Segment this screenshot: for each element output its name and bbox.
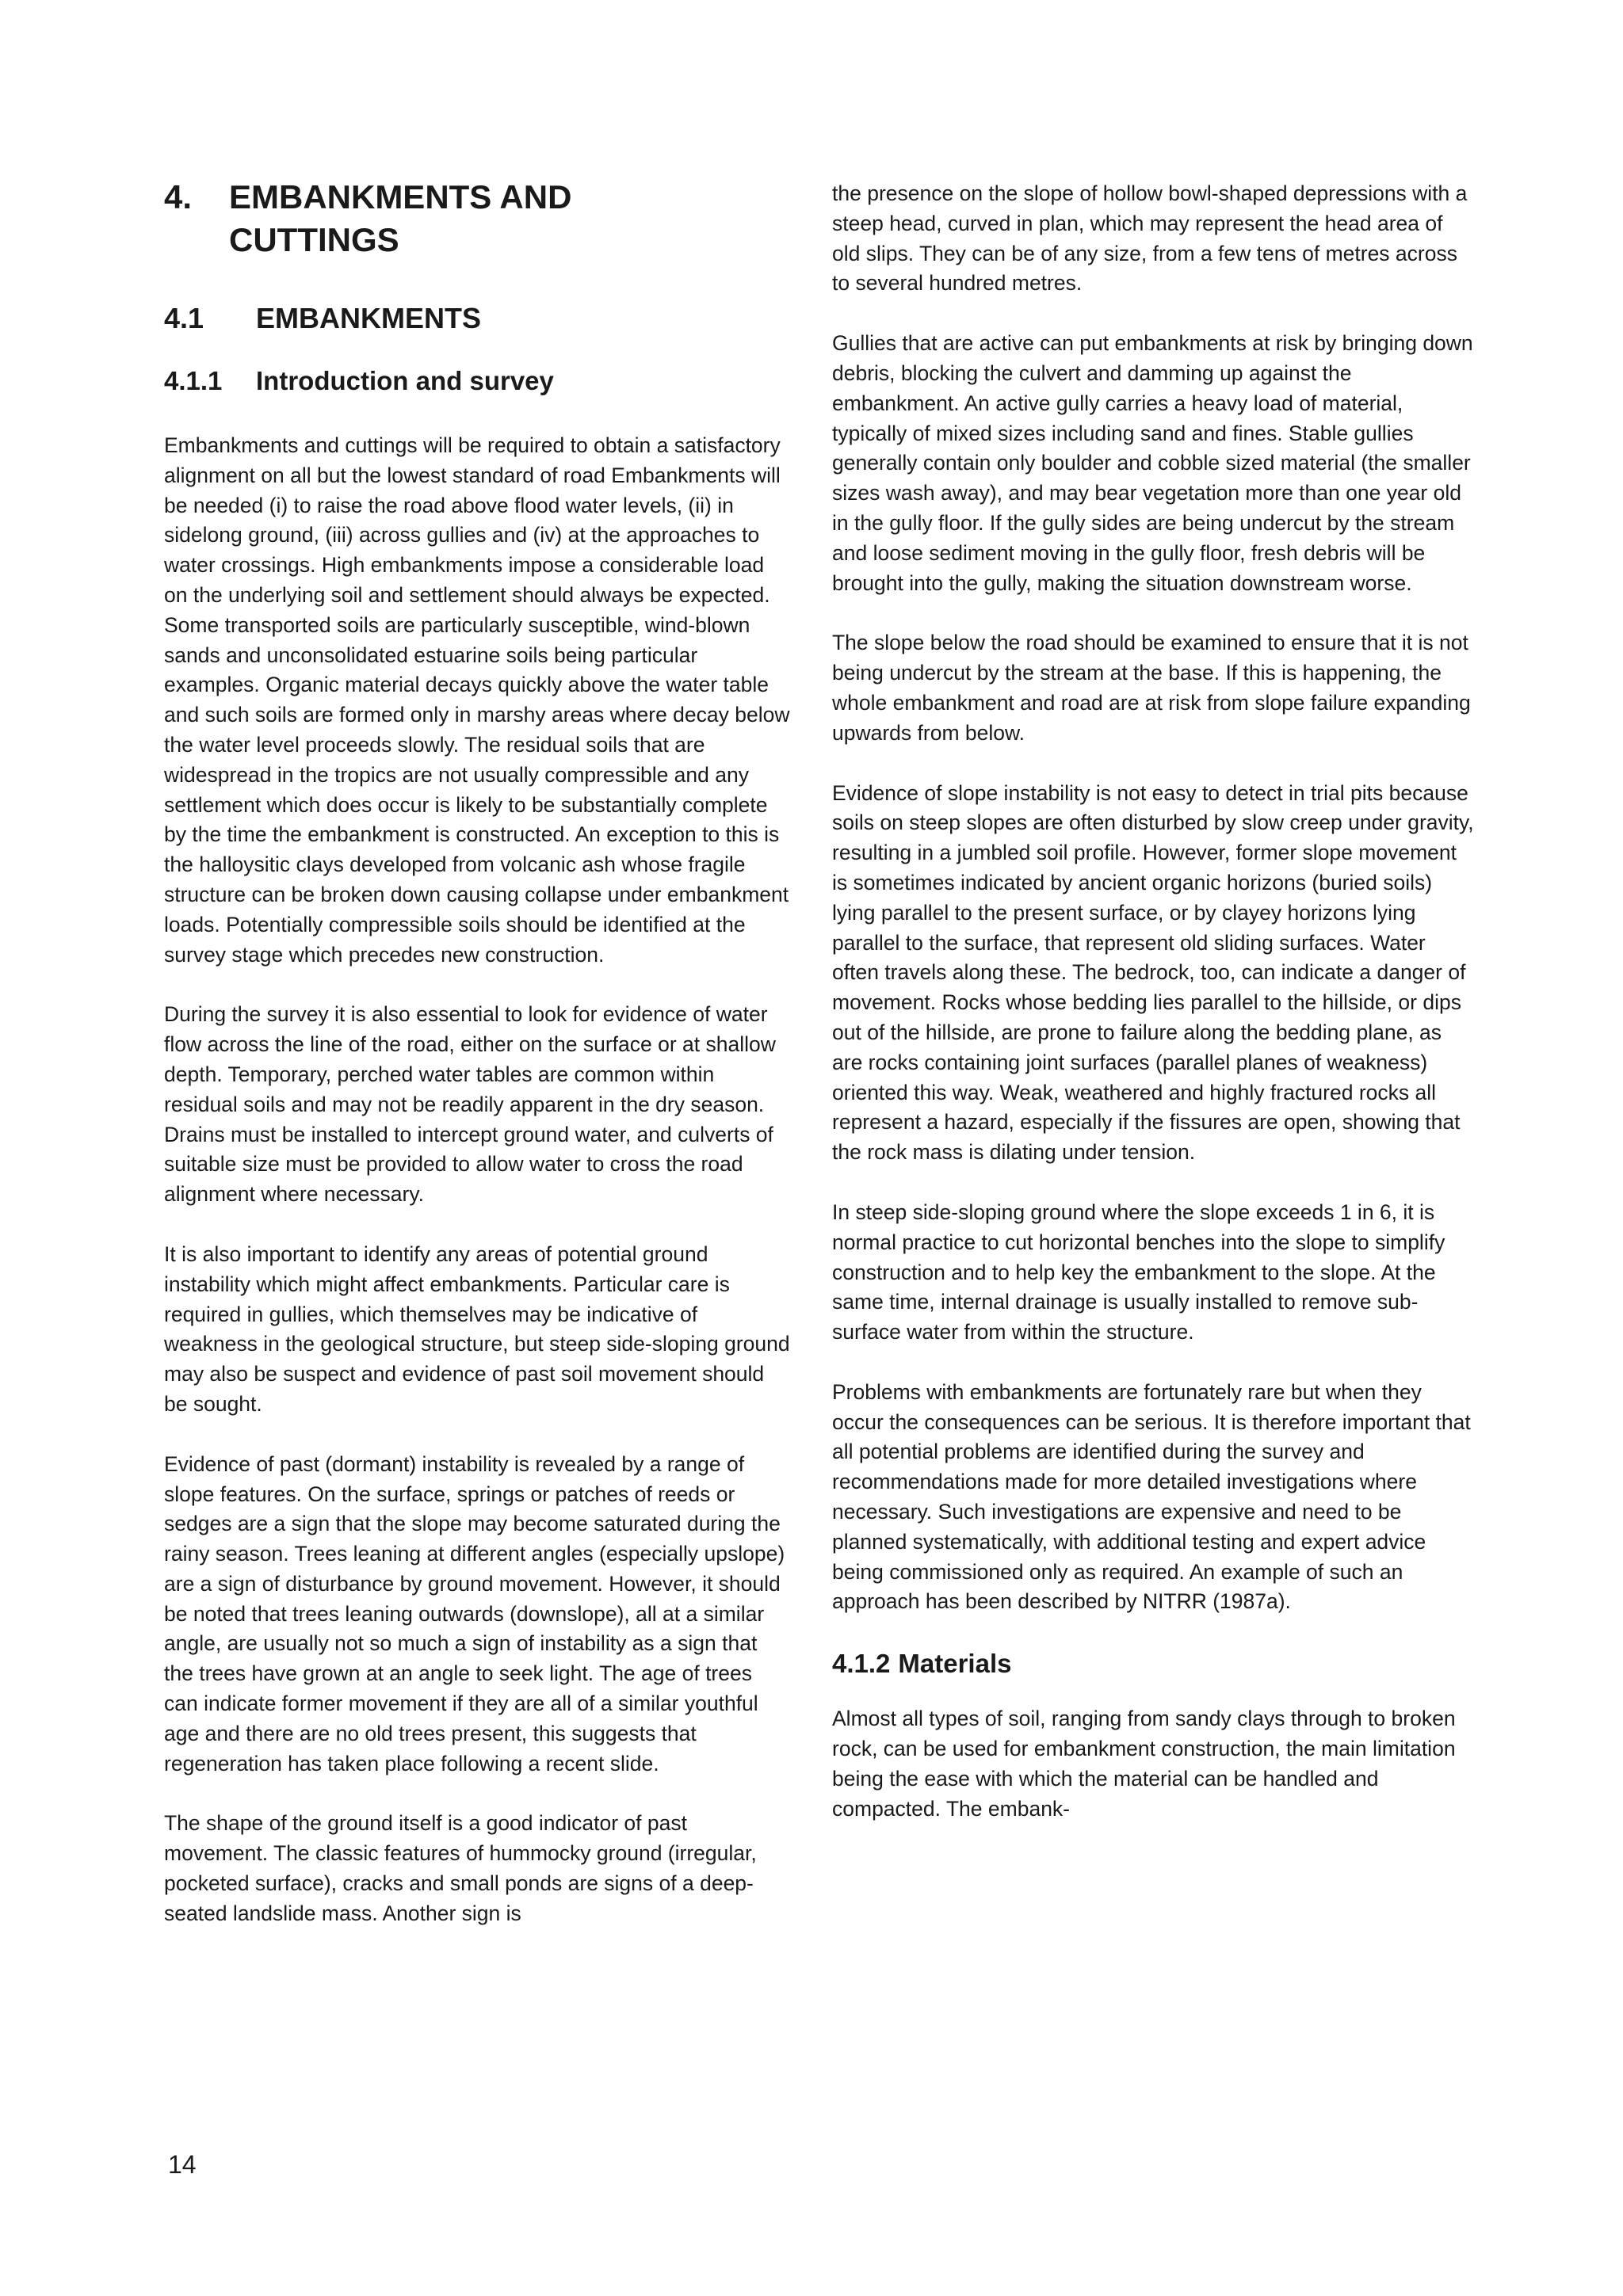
body-paragraph: Evidence of slope instability is not easy to detect in trial pits because soils on steep slopes are often disturbed by slow creep under gravity, resulting in a jumbled soil profile. However, former slope movement is sometimes indicated by ancient organic horizons (buried soils) lying parallel to the present surface, or by clayey horizons lying parallel to the surface, that represent old sliding surfaces. Water often travels along these. The bedrock, too, can indicate a danger of movement. Rocks whose bedding lies parallel to the hillside, or dips out of the hillside, are prone to failure along the bedding plane, as are rocks containing joint surfaces (parallel planes of weakness) oriented this way. Weak, weathered and highly fractured rocks all represent a hazard, especially if the fissures are open, showing that the rock mass is dilating under tension. — [832, 780, 1474, 1165]
body-paragraph: In steep side-sloping ground where the slope exceeds 1 in 6, it is normal practice to cut horizontal benches into the slope to simplify construction and to help key the embankment to the slope. At the same time, internal drainage is usually installed to remove sub-surface water from within the structure. — [832, 1199, 1445, 1344]
body-paragraph: Embankments and cuttings will be required to obtain a satisfactory alignment on all but the lowest standard of road Embankments will be needed (i) to raise the road above flood water levels, (ii) in sidelong ground, (iii) across gullies and (iv) at the approaches to water crossings. High embankments impose a considerable load on the underlying soil and settlement should always be expected. Some transported soils are particularly susceptible, wind-blown sands and unconsolidated estuarine soils being particular examples. Organic material decays quickly above the water table and such soils are formed only in marshy areas where decay below the water level proceeds slowly. The residual soils that are widespread in the tropics are not usually compressible and any settlement which does occur is likely to be substantially complete by the time the embankment is constructed. An exception to this is the halloysitic clays developed from volcanic ash whose fragile structure can be broken down causing collapse under embankment loads. Potentially compressible soils should be identified at the survey stage which precedes new construction. — [164, 433, 790, 967]
left-column — [164, 176, 792, 1959]
body-paragraph: Evidence of past (dormant) instability is revealed by a range of slope features. On the surface, springs or patches of reeds or sedges are a sign that the slope may become saturated during the rainy season. Trees leaning at different angles (especially upslope) are a sign of disturbance by ground movement. However, it should be noted that trees leaning outwards (downslope), all at a similar angle, are usually not so much a sign of instability as a sign that the trees have grown at an angle to seek light. The age of trees can indicate former movement if they are all of a similar youthful age and there are no old trees present, this suggests that regeneration has taken place following a recent slide. — [164, 1451, 785, 1775]
chapter-heading — [164, 176, 792, 261]
subsection-title: Introduction and survey — [256, 366, 554, 395]
subsection-heading — [164, 364, 792, 398]
body-paragraph: During the survey it is also essential to look for evidence of water flow across the line of the road, either on the surface or at shallow depth. Temporary, perched water tables are common within residual soils and may not be readily apparent in the dry season. Drains must be installed to intercept ground water, and culverts of suitable size must be provided to allow water to cross the road alignment where necessary. — [164, 1002, 776, 1207]
chapter-title: EMBANKMENTS AND CUTTINGS — [229, 178, 572, 258]
body-paragraph: Gullies that are active can put embankments at risk by bringing down debris, blocking the culvert and damming up against the embankment. An active gully carries a heavy load of material, typically of mixed sizes including sand and fines. Stable gullies generally contain only boulder and cobble sized material (the smaller sizes wash away), and may bear vegetation more than one year old in the gully floor. If the gully sides are being undercut by the stream and loose sediment moving in the gully floor, fresh debris will be brought into the gully, making the situation downstream worse. — [832, 331, 1473, 595]
section-number: 4.1 — [164, 302, 204, 334]
subsection-number: 4.1.2 — [832, 1649, 891, 1679]
right-column — [832, 179, 1476, 1854]
section-heading — [164, 301, 792, 336]
subsection-number: 4.1.1 — [164, 366, 223, 395]
chapter-number: 4. — [164, 178, 193, 215]
subsection-title: Materials — [898, 1649, 1012, 1679]
section-title: EMBANKMENTS — [256, 302, 481, 334]
body-paragraph: The shape of the ground itself is a good indicator of past movement. The classic features of hummocky ground (irregular, pocketed surface), cracks and small ponds are signs of a deep-seated landslide mass. Another sign is — [164, 1811, 757, 1925]
body-paragraph: It is also important to identify any areas of potential ground instability which might affect embankments. Particular care is required in gullies, which themselves may be indicative of weakness in the geological structure, but steep side-sloping ground may also be suspect and evidence of past soil movement should be sought. — [164, 1241, 790, 1416]
body-paragraph: Almost all types of soil, ranging from sandy clays through to broken rock, can be used for embankment construction, the main limitation being the ease with which the material can be handled and compacted. The embank- — [832, 1707, 1456, 1821]
body-paragraph: Problems with embankments are fortunately rare but when they occur the consequences can be serious. It is therefore important that all potential problems are identified during the survey and recommendations made for more detailed investigations where necessary. Such investigations are expensive and need to be planned systematically, with additional testing and expert advice being commissioned only as required. An example of such an approach has been described by NITRR (1987a). — [832, 1379, 1471, 1614]
page-number: 14 — [168, 2150, 197, 2179]
body-paragraph: the presence on the slope of hollow bowl-shaped depressions with a steep head, curved in plan, which may represent the head area of old slips. They can be of any size, from a few tens of metres across to several hundred metres. — [832, 181, 1468, 296]
body-paragraph: The slope below the road should be examined to ensure that it is not being undercut by the stream at the base. If this is happening, the whole embankment and road are at risk from slope failure expanding upwards from below. — [832, 631, 1471, 745]
subsection-heading — [832, 1647, 1476, 1680]
